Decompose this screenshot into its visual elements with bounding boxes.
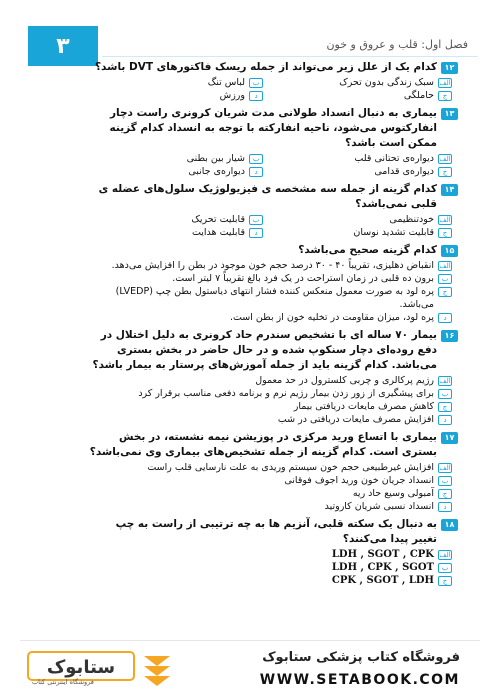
answer-option[interactable] <box>88 500 458 513</box>
chapter-title: فصل اول: قلب و عروق و خون <box>326 38 468 51</box>
options-list <box>88 152 458 178</box>
option-text: افزایش مصرف مایعات دریافتی در شب <box>277 414 434 425</box>
question-stem <box>88 328 458 373</box>
answer-option[interactable] <box>277 213 458 226</box>
option-text: افزایش غیرطبیعی حجم خون سیستم وریدی به علت نارسایی قلب راست <box>147 462 434 473</box>
logo-subtitle: فروشگاه اینترنتی کتاب <box>32 678 94 686</box>
option-letter-badge: الف <box>439 377 451 385</box>
option-text: ورزش <box>219 90 245 101</box>
answer-option[interactable] <box>88 311 458 324</box>
question-item <box>88 517 458 587</box>
answer-option[interactable] <box>277 226 458 239</box>
question-number-badge: ۱۳ <box>441 108 458 120</box>
question-item <box>88 430 458 513</box>
option-letter-badge: ب <box>438 476 452 486</box>
option-letter-badge: ب <box>249 154 263 164</box>
option-text: کاهش مصرف مایعات دریافتی بیمار <box>293 401 434 412</box>
option-letter-badge: الف <box>439 464 451 472</box>
answer-option[interactable] <box>88 387 458 400</box>
header-divider <box>102 56 478 57</box>
option-text: خودتنظیمی <box>389 214 434 225</box>
options-list <box>88 259 458 324</box>
option-letter-badge: د <box>438 313 452 323</box>
option-text: پره لود، میزان مقاومت در تخلیه خون از بطن است. <box>229 312 434 323</box>
answer-option[interactable] <box>277 152 458 165</box>
option-text: انسداد نسبی شریان کاروتید <box>324 501 434 512</box>
answer-option[interactable] <box>88 213 269 226</box>
question-item <box>88 182 458 239</box>
option-text: رژیم پرکالری و چربی کلسترول در حد معمول <box>255 375 434 386</box>
option-letter-badge: الف <box>439 262 451 270</box>
options-list <box>88 374 458 426</box>
question-stem <box>88 106 458 151</box>
question-text: بیمار ۷۰ ساله ای با تشخیص سندرم حاد کرونری به دلیل اختلال در دفع روده‌ای دچار سنکوپ شده و در حال حاضر در بخش بستری می‌باشد. کدام گزینه باید از جمله آموزش‌های پرستار به بیمار باشد؟ <box>92 329 437 371</box>
option-text: قابلیت هدایت <box>191 227 245 238</box>
answer-option[interactable] <box>88 487 458 500</box>
answer-option[interactable] <box>88 152 269 165</box>
shop-name: فروشگاه کتاب پزشکی ستابوک <box>262 650 460 665</box>
answer-option[interactable] <box>88 272 458 285</box>
option-letter-badge: د <box>249 228 263 238</box>
option-letter-badge: د <box>249 91 263 101</box>
answer-option[interactable] <box>277 89 458 102</box>
answer-option[interactable] <box>88 574 458 587</box>
option-text: قابلیت تشدید نوسان <box>353 227 434 238</box>
question-item <box>88 60 458 102</box>
answer-option[interactable] <box>88 226 269 239</box>
answer-option[interactable] <box>88 461 458 474</box>
question-item <box>88 243 458 324</box>
option-text: پره لود به صورت معمول منعکس کننده فشار انتهای دیاستول بطن چپ (LVEDP) می‌باشد. <box>115 286 434 310</box>
option-letter-badge: الف <box>439 155 451 163</box>
option-text: LDH , SGOT , CPK <box>331 549 434 560</box>
option-letter-badge: ج <box>438 228 452 238</box>
answer-option[interactable] <box>88 400 458 413</box>
option-text: برون ده قلبی در زمان استراحت در یک فرد بالغ تقریباً ۷ لیتر است. <box>172 273 434 284</box>
question-item <box>88 328 458 426</box>
options-list <box>88 76 458 102</box>
option-text: آمبولی وسیع حاد ریه <box>352 488 434 499</box>
answer-option[interactable] <box>88 474 458 487</box>
question-number-badge: ۱۴ <box>441 184 458 196</box>
option-text: دیواره‌ی جانبی <box>188 166 245 177</box>
option-letter-badge: د <box>438 415 452 425</box>
question-text: کدام گزینه از جمله سه مشخصه ی فیزیولوژیک سلول‌های عضله ی قلبی نمی‌باشد؟ <box>98 183 437 210</box>
option-letter-badge: ج <box>438 576 452 586</box>
question-text: بیماری با اتساع ورید مرکزی در پوزیشن نیمه نشسته، در بخش بستری است. کدام گزینه از جمله تشخیص‌های بیماری وی نمی‌باشد؟ <box>89 431 437 458</box>
option-letter-badge: ب <box>249 215 263 225</box>
answer-option[interactable] <box>277 165 458 178</box>
question-number-badge: ۱۶ <box>441 330 458 342</box>
option-text: قابلیت تحریک <box>191 214 245 225</box>
page-footer <box>0 640 500 700</box>
question-text: به دنبال یک سکته قلبی، آنزیم ها به چه ترتیبی از راست به چپ تغییر پیدا می‌کنند؟ <box>115 518 437 545</box>
option-text: انسداد جریان خون ورید اجوف فوقانی <box>284 475 434 486</box>
answer-option[interactable] <box>88 285 458 311</box>
answer-option[interactable] <box>88 561 458 574</box>
setabook-logo <box>26 648 136 694</box>
questions-list <box>88 60 458 591</box>
answer-option[interactable] <box>88 89 269 102</box>
option-text: لباس تنگ <box>207 77 245 88</box>
option-letter-badge: ج <box>438 287 452 297</box>
question-number-badge: ۱۸ <box>441 519 458 531</box>
option-text: سبک زندگی بدون تحرک <box>339 77 434 88</box>
option-letter-badge: د <box>438 502 452 512</box>
option-letter-badge: الف <box>439 216 451 224</box>
question-text: کدام گزینه صحیح می‌باشد؟ <box>298 244 437 256</box>
option-text: LDH , CPK , SGOT <box>331 562 434 573</box>
question-text: کدام یک از علل زیر می‌تواند از جمله ریسک فاکتورهای DVT باشد؟ <box>94 61 437 73</box>
answer-option[interactable] <box>88 548 458 561</box>
option-letter-badge: ج <box>438 91 452 101</box>
answer-option[interactable] <box>88 374 458 387</box>
footer-divider <box>20 640 480 641</box>
option-letter-badge: ب <box>438 389 452 399</box>
option-text: دیواره‌ی قدامی <box>374 166 434 177</box>
question-stem <box>88 243 458 258</box>
answer-option[interactable] <box>88 76 269 89</box>
question-stem <box>88 430 458 460</box>
options-list <box>88 213 458 239</box>
option-letter-badge: ج <box>438 167 452 177</box>
option-text: انقباض دهلیزی، تقریباً ۴۰ - ۳۰ درصد حجم خون موجود در بطن را افزایش می‌دهد. <box>111 260 434 271</box>
logo-wordmark: ستابوک <box>46 657 116 678</box>
answer-option[interactable] <box>88 259 458 272</box>
option-letter-badge: د <box>249 167 263 177</box>
question-number-badge: ۱۷ <box>441 432 458 444</box>
option-text: شیار بین بطنی <box>186 153 245 164</box>
answer-option[interactable] <box>88 165 269 178</box>
question-stem <box>88 182 458 212</box>
question-text: بیماری به دنبال انسداد طولانی مدت شریان کرونری راست دچار انفارکتوس می‌شود، ناحیه انفارکته با توجه به انسداد کدام گزینه ممکن است باشد؟ <box>109 107 437 149</box>
options-list <box>88 548 458 587</box>
option-text: برای پیشگیری از زور زدن بیمار رژیم نرم و برنامه دفعی مناسب برقرار کرد <box>138 388 434 399</box>
option-letter-badge: ب <box>249 78 263 88</box>
option-letter-badge: ب <box>438 563 452 573</box>
option-text: دیواره‌ی تحتانی قلب <box>354 153 434 164</box>
answer-option[interactable] <box>277 76 458 89</box>
question-number-badge: ۱۲ <box>441 62 458 74</box>
option-letter-badge: ج <box>438 402 452 412</box>
option-letter-badge: الف <box>439 551 451 559</box>
question-stem <box>88 517 458 547</box>
option-letter-badge: ب <box>438 274 452 284</box>
option-letter-badge: الف <box>439 79 451 87</box>
shop-url-link[interactable]: WWW.SETABOOK.COM <box>259 672 460 688</box>
question-item <box>88 106 458 178</box>
option-letter-badge: ج <box>438 489 452 499</box>
option-text: حاملگی <box>403 90 434 101</box>
option-text: CPK , SGOT , LDH <box>331 575 434 586</box>
page-number: ۳ <box>28 26 98 66</box>
chevron-logo-icon <box>142 652 172 688</box>
answer-option[interactable] <box>88 413 458 426</box>
question-stem <box>88 60 458 75</box>
options-list <box>88 461 458 513</box>
question-number-badge: ۱۵ <box>441 245 458 257</box>
